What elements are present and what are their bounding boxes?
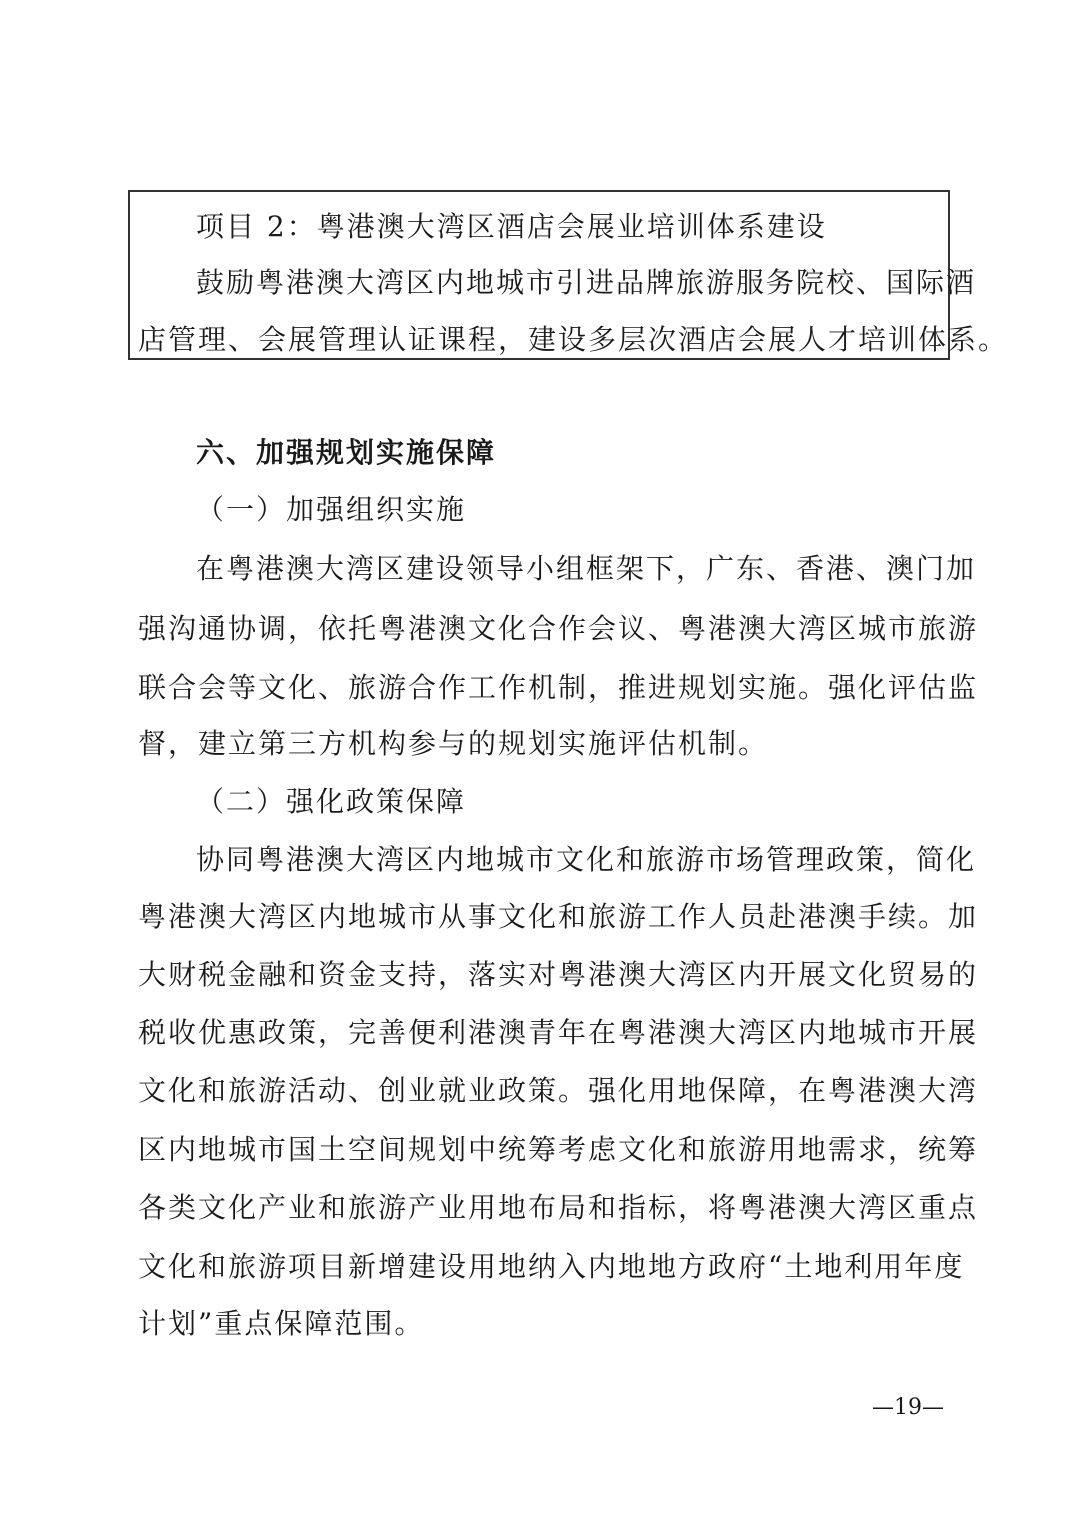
paragraph-line: 各类文化产业和旅游产业用地布局和指标，将粤港澳大湾区重点 — [138, 1191, 979, 1224]
paragraph-line: 督，建立第三方机构参与的规划实施评估机制。 — [138, 727, 769, 760]
paragraph-line: 协同粤港澳大湾区内地城市文化和旅游市场管理政策，简化 — [196, 843, 977, 876]
paragraph-line: 文化和旅游项目新增建设用地纳入内地地方政府“土地利用年度 — [138, 1250, 965, 1283]
paragraph-line: 区内地城市国土空间规划中统筹考虑文化和旅游用地需求，统筹 — [138, 1133, 979, 1166]
paragraph-line: 计划”重点保障范围。 — [138, 1307, 425, 1340]
subheading: （一）加强组织实施 — [196, 493, 467, 526]
paragraph-line: 税收优惠政策，完善便利港澳青年在粤港澳大湾区内地城市开展 — [138, 1016, 979, 1049]
paragraph-line: 在粤港澳大湾区建设领导小组框架下，广东、香港、澳门加 — [196, 552, 977, 585]
paragraph-line: 粤港澳大湾区内地城市从事文化和旅游工作人员赴港澳手续。加 — [138, 900, 979, 933]
page-number: —19— — [872, 1395, 944, 1420]
project-line: 鼓励粤港澳大湾区内地城市引进品牌旅游服务院校、国际酒 — [196, 266, 977, 299]
project-title: 项目 2：粤港澳大湾区酒店会展业培训体系建设 — [196, 210, 827, 243]
paragraph-line: 大财税金融和资金支持，落实对粤港澳大湾区内开展文化贸易的 — [138, 958, 979, 991]
paragraph-line: 联合会等文化、旅游合作工作机制，推进规划实施。强化评估监 — [138, 671, 979, 704]
subheading: （二）强化政策保障 — [196, 785, 467, 818]
paragraph-line: 文化和旅游活动、创业就业政策。强化用地保障，在粤港澳大湾 — [138, 1074, 979, 1107]
section-heading: 六、加强规划实施保障 — [196, 436, 497, 469]
project-line: 店管理、会展管理认证课程，建设多层次酒店会展人才培训体系。 — [138, 323, 1009, 356]
paragraph-line: 强沟通协调，依托粤港澳文化合作会议、粤港澳大湾区城市旅游 — [138, 612, 979, 645]
